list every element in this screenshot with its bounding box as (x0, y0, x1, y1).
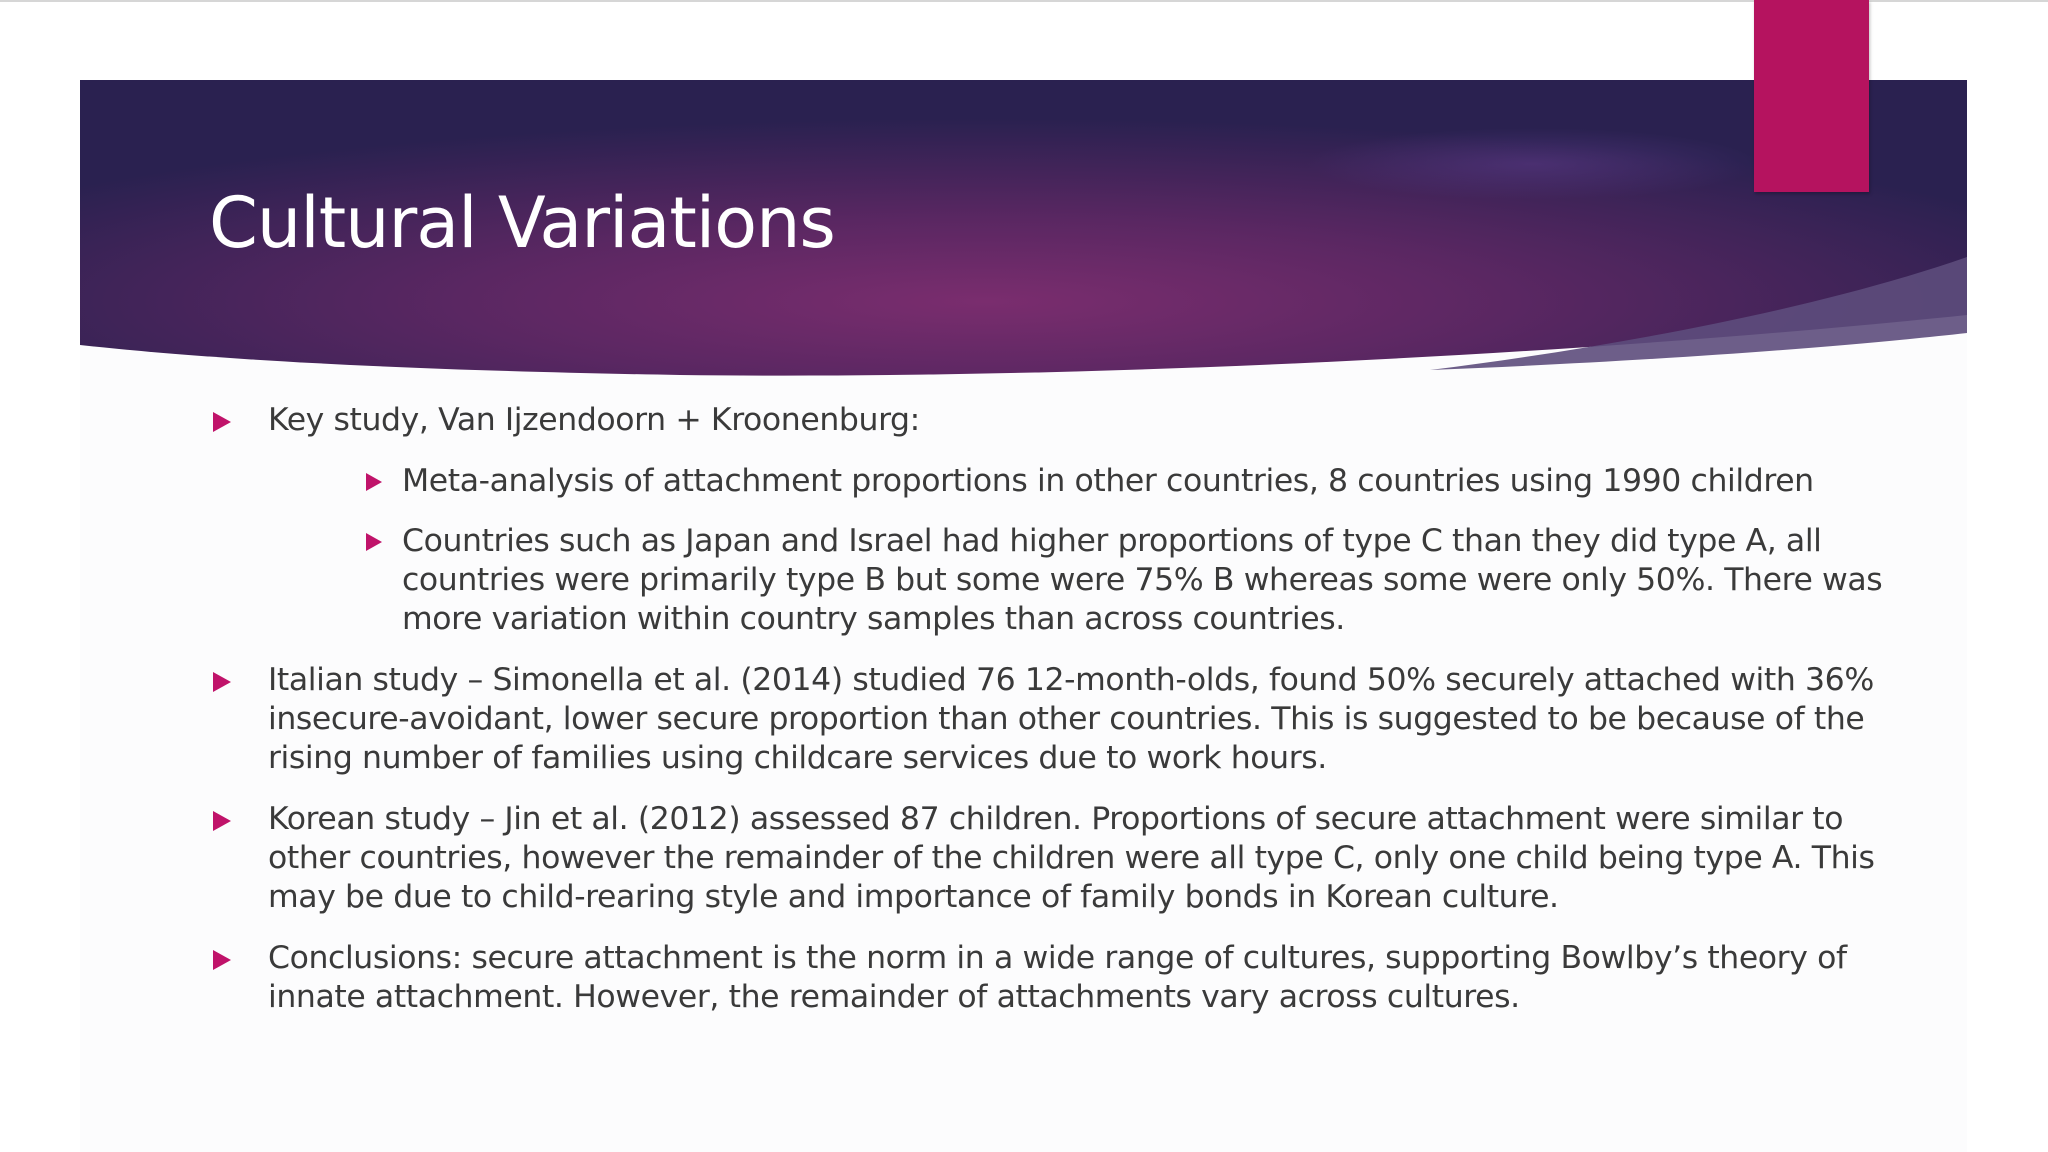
bullet-arrow-icon (366, 533, 382, 551)
bullet-text: Countries such as Japan and Israel had higher proportions of type C than they did type A, all countries were primarily type B but some were 75% B whereas some were only 50%. There was more variation within country samples than across countries. (402, 523, 1883, 637)
bullet-arrow-icon (213, 412, 231, 432)
bullet-text: Korean study – Jin et al. (2012) assessed 87 children. Proportions of secure attachment were similar to other countries, however the remainder of the children were all type C, only one child being type A. This may be due to child-rearing style and importance of family bonds in Korean culture. (268, 801, 1875, 915)
bullet-arrow-icon (366, 473, 382, 491)
bullet-text: Meta-analysis of attachment proportions in other countries, 8 countries using 1990 children (402, 463, 1814, 499)
bullet-arrow-icon (213, 811, 231, 831)
bullet-text: Italian study – Simonella et al. (2014) studied 76 12-month-olds, found 50% securely attached with 36% insecure-avoidant, lower secure proportion than other countries. This is suggested to be because of the rising number of families using childcare services due to work hours. (268, 662, 1874, 776)
bullet-arrow-icon (213, 950, 231, 970)
bullet-arrow-icon (213, 672, 231, 692)
bullet-text: Conclusions: secure attachment is the norm in a wide range of cultures, supporting Bowlby’s theory of innate attachment. However, the remainder of attachments vary across cultures. (268, 940, 1847, 1015)
bullet-text: Key study, Van Ijzendoorn + Kroonenburg: (268, 402, 920, 438)
slide-title: Cultural Variations (209, 182, 835, 264)
